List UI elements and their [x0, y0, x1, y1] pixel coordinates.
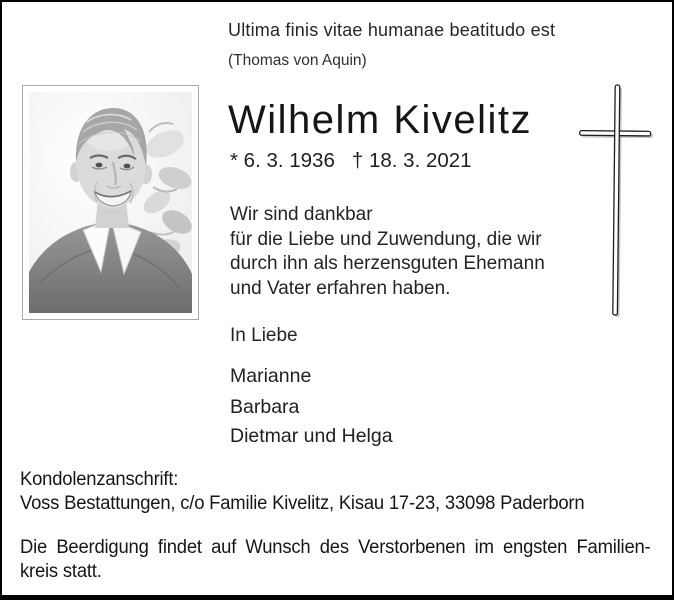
- memorial-cross-icon: [574, 79, 658, 321]
- mourner-name: Barbara: [230, 396, 300, 418]
- funeral-note: [20, 536, 651, 583]
- birth-date: * 6. 3. 1936: [230, 149, 335, 172]
- condolence-section: [20, 468, 651, 516]
- funeral-note-line: Die Beerdigung findet auf Wunsch des Verstorbenen im engsten Familien-: [20, 537, 651, 558]
- condolence-label: Kondolenzanschrift:: [20, 469, 179, 490]
- tribute-line: Wir sind dankbar: [230, 204, 373, 225]
- mourner-name: Marianne: [230, 365, 312, 387]
- quote-attribution: (Thomas von Aquin): [228, 52, 367, 69]
- portrait-photo: [22, 85, 199, 320]
- tribute-text: [230, 203, 545, 301]
- portrait-photo-illustration: [29, 92, 192, 313]
- mourner-name: Dietmar und Helga: [230, 425, 393, 447]
- tribute-line: für die Liebe und Zuwendung, die wir: [230, 228, 542, 250]
- funeral-note-line: kreis statt.: [20, 560, 102, 582]
- closing-phrase: In Liebe: [230, 325, 298, 346]
- deceased-name: Wilhelm Kivelitz: [228, 98, 533, 142]
- condolence-address: Voss Bestattungen, c/o Familie Kivelitz, Kisau 17-23, 33098 Paderborn: [20, 493, 585, 514]
- quote-text: Ultima finis vitae humanae beatitudo est: [228, 20, 556, 40]
- life-dates: [230, 149, 472, 173]
- tribute-line: durch ihn als herzensguten Ehemann: [230, 253, 545, 274]
- death-date: † 18. 3. 2021: [351, 149, 472, 172]
- tribute-line: und Vater erfahren haben.: [230, 277, 451, 299]
